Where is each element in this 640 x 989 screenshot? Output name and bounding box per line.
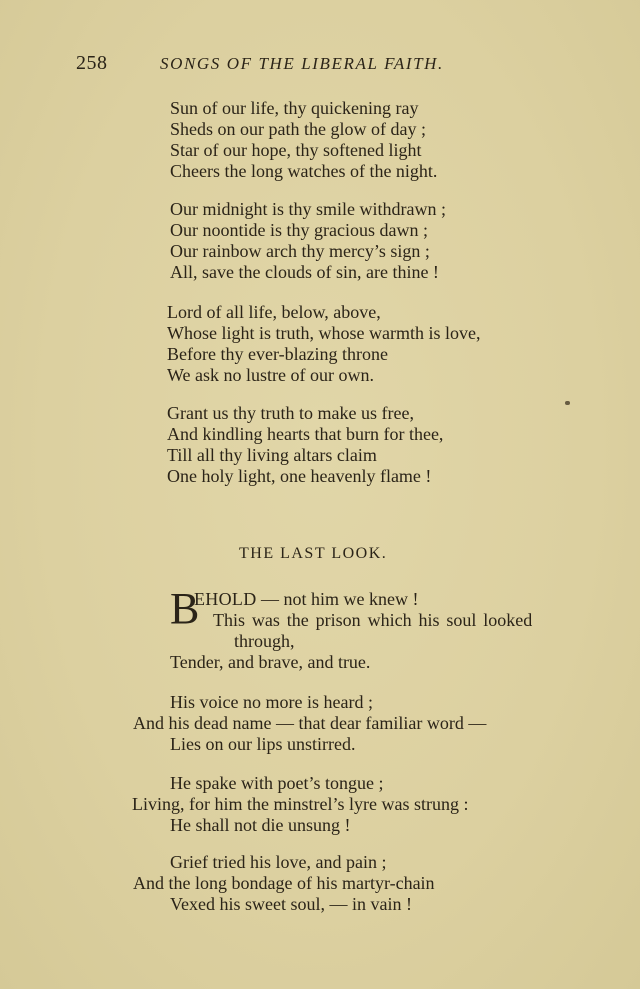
verse-line: Sheds on our path the glow of day ; [170,119,426,139]
first-word-caps: EHOLD [194,589,257,609]
verse-line: One holy light, one heavenly flame ! [167,466,432,486]
verse-line: All, save the clouds of sin, are thine ! [170,262,439,282]
hymn-stanza-3 [167,302,480,386]
verse-line: Grant us thy truth to make us free, [167,403,414,423]
hymn-stanza-2 [170,199,446,283]
verse-line [194,589,418,610]
poem-title: THE LAST LOOK. [239,545,388,562]
verse-line: Sun of our life, thy quickening ray [170,98,419,118]
verse-line: His voice no more is heard ; [170,692,373,712]
verse-line: Lies on our lips unstirred. [170,734,356,754]
verse-line: He shall not die unsung ! [170,815,351,835]
print-speck [565,401,570,405]
first-line-text: — not him we knew ! [256,589,419,609]
drop-cap: B [170,584,200,633]
verse-line-continuation: through, [234,631,295,651]
verse-line: Grief tried his love, and pain ; [170,852,387,872]
verse-line: And his dead name — that dear familiar word — [133,713,487,733]
verse-line: Our midnight is thy smile withdrawn ; [170,199,446,219]
hymn-stanza-1 [170,98,437,182]
hymn-stanza-4 [167,403,443,487]
verse-line: He spake with poet’s tongue ; [170,773,384,793]
verse-line: Living, for him the minstrel’s lyre was strung : [132,794,469,814]
running-title: SONGS OF THE LIBERAL FAITH. [160,54,444,73]
verse-line: Whose light is truth, whose warmth is love, [167,323,481,343]
verse-line: And the long bondage of his martyr-chain [133,873,435,893]
verse-line: And kindling hearts that burn for thee, [167,424,444,444]
verse-line: We ask no lustre of our own. [167,365,375,385]
verse-line: Cheers the long watches of the night. [170,161,438,181]
verse-line: Before thy ever-blazing throne [167,344,389,364]
verse-line: Star of our hope, thy softened light [170,140,422,160]
verse-line: Our noontide is thy gracious dawn ; [170,220,428,240]
running-head [76,52,496,78]
verse-line: This was the prison which his soul looked [213,610,533,630]
verse-line: Tender, and brave, and true. [170,652,371,672]
verse-line: Till all thy living altars claim [167,445,377,465]
page-number: 258 [76,52,108,74]
verse-line: Lord of all life, below, above, [167,302,381,322]
verse-line: Vexed his sweet soul, — in vain ! [170,894,412,914]
verse-line: Our rainbow arch thy mercy’s sign ; [170,241,430,261]
